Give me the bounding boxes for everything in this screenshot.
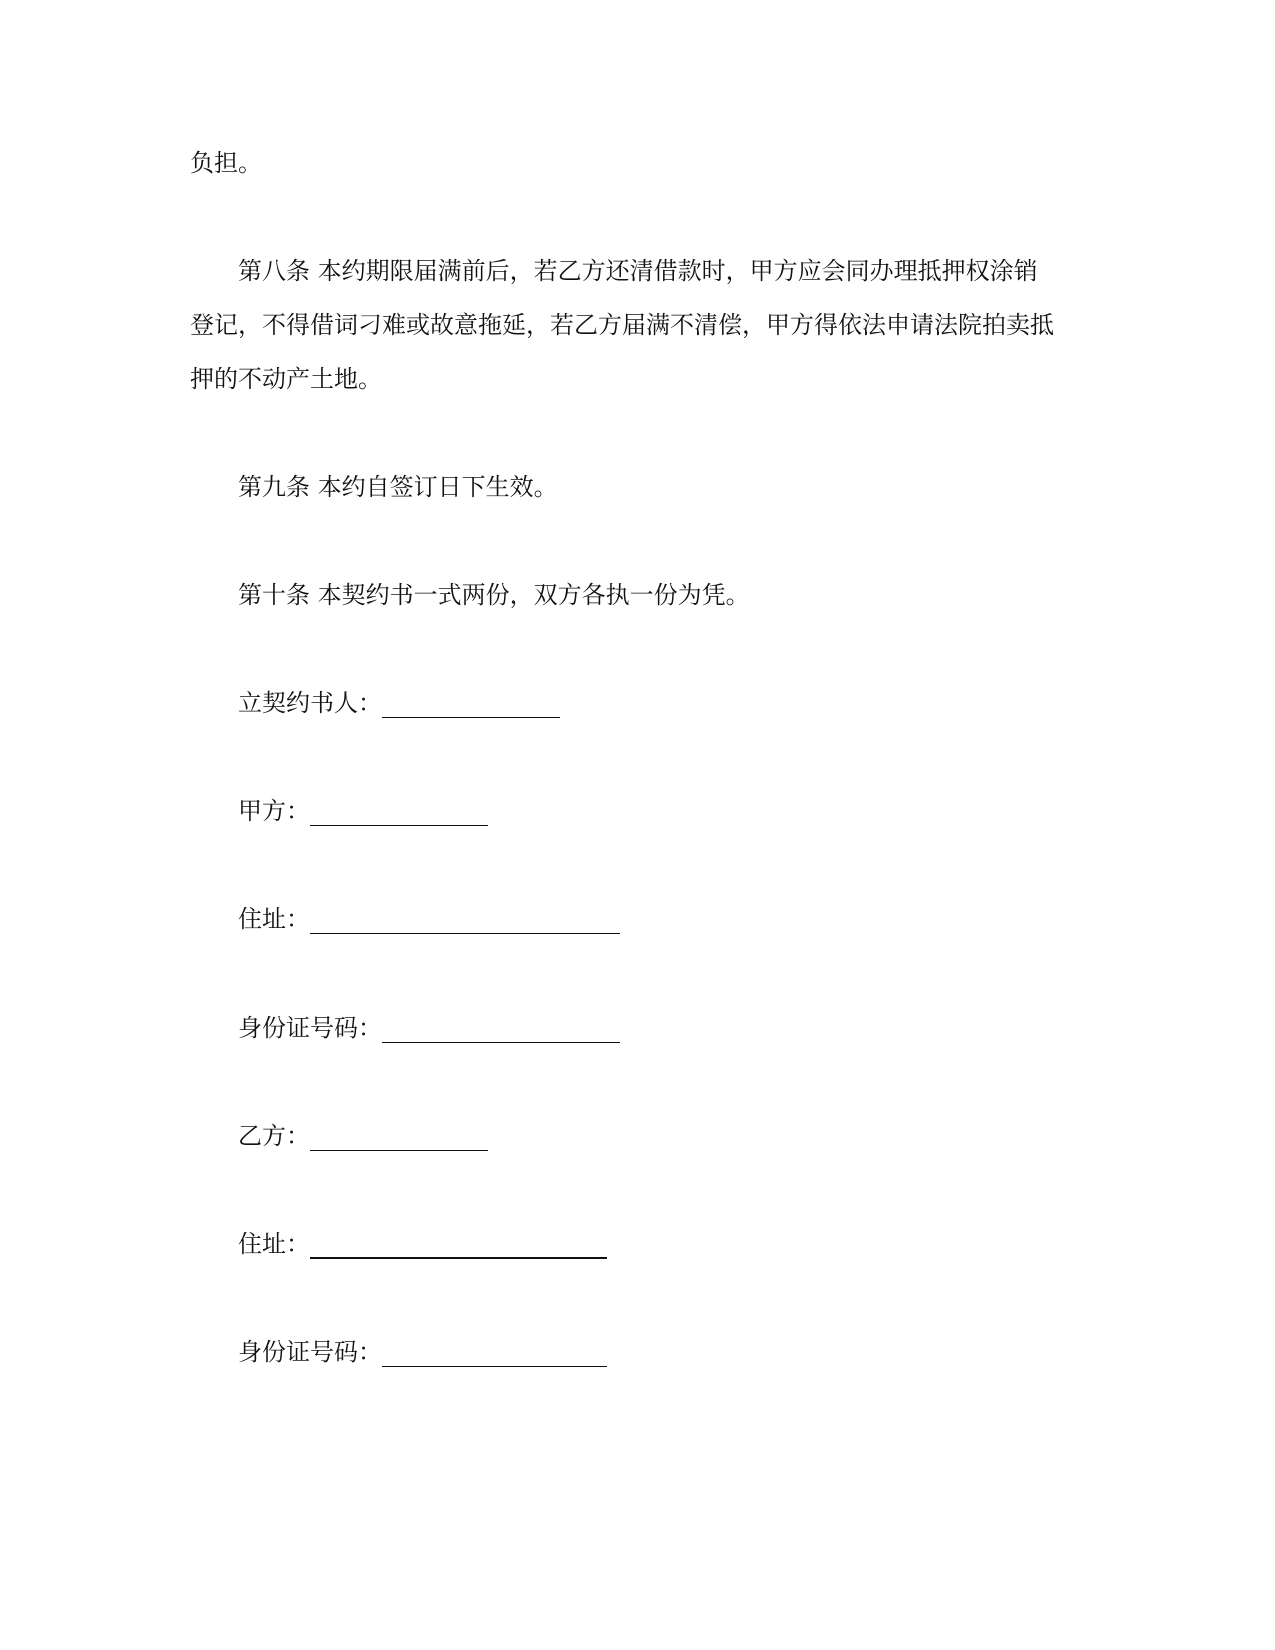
party-b-blank[interactable]	[310, 1124, 488, 1151]
party-b-id-field	[238, 1337, 607, 1367]
party-a-field	[238, 796, 488, 826]
signatory-field	[238, 688, 560, 718]
party-b-label: 乙方：	[238, 1122, 310, 1150]
party-b-id-blank[interactable]	[382, 1340, 607, 1367]
party-a-address-blank[interactable]	[310, 907, 620, 934]
party-b-address-blank[interactable]	[310, 1231, 607, 1259]
signatory-blank[interactable]	[382, 691, 560, 718]
party-a-address-label: 住址：	[238, 905, 310, 933]
party-a-blank[interactable]	[310, 799, 488, 826]
party-a-label: 甲方：	[238, 797, 310, 825]
article-9: 第九条 本约自签订日下生效。	[238, 473, 558, 501]
party-b-field	[238, 1121, 488, 1151]
party-b-address-label: 住址：	[238, 1230, 310, 1258]
text-line-burden: 负担。	[190, 149, 262, 177]
party-a-id-field	[238, 1013, 620, 1043]
party-a-id-blank[interactable]	[382, 1016, 620, 1043]
article-8-line-2: 登记，不得借词刁难或故意拖延，若乙方届满不清偿，甲方得依法申请法院拍卖抵	[190, 311, 1054, 339]
party-b-address-field	[238, 1229, 607, 1259]
article-10: 第十条 本契约书一式两份，双方各执一份为凭。	[238, 581, 750, 609]
article-8-line-1: 第八条 本约期限届满前后，若乙方还清借款时，甲方应会同办理抵押权涂销	[238, 257, 1038, 285]
party-a-address-field	[238, 904, 620, 934]
party-b-id-label: 身份证号码：	[238, 1338, 382, 1366]
party-a-id-label: 身份证号码：	[238, 1014, 382, 1042]
article-8-line-3: 押的不动产土地。	[190, 365, 382, 393]
signatory-label: 立契约书人：	[238, 689, 382, 717]
